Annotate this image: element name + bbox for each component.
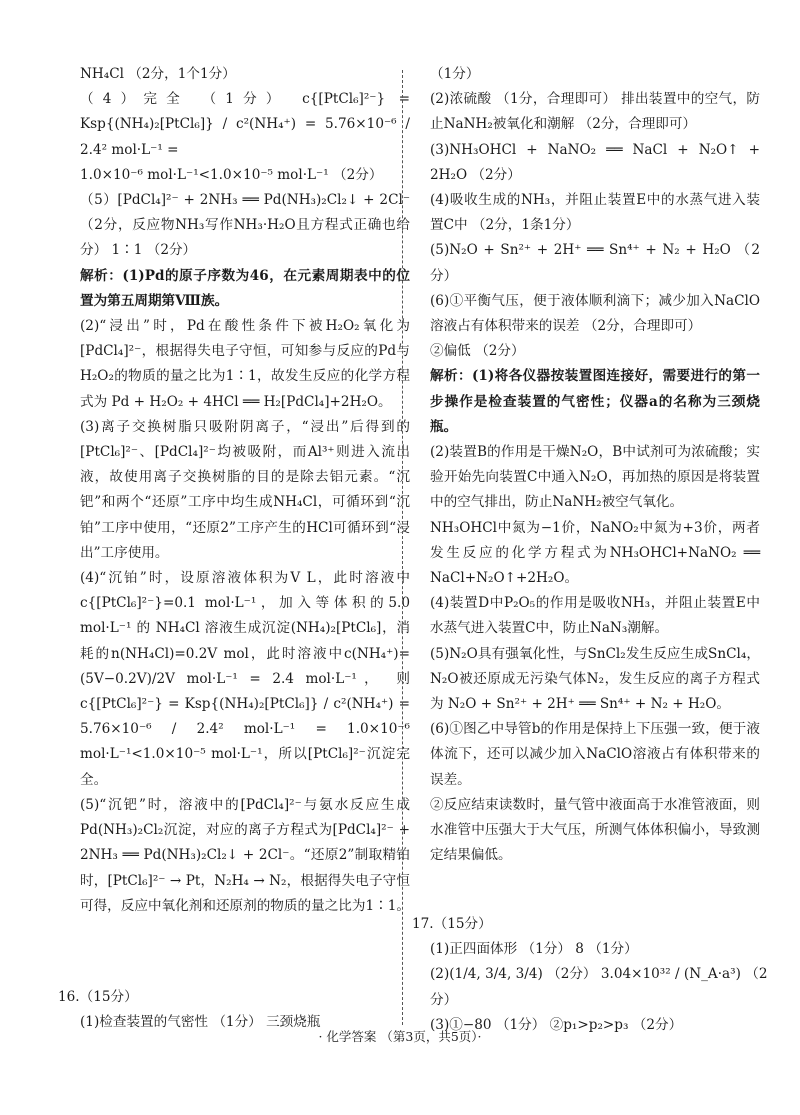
answer-line: (3)①−80 （1分） ②p₁>p₂>p₃ （2分）: [430, 1016, 683, 1033]
paragraph: 解析：(1)将各仪器按装置图连接好，需要进行的第一步操作是检查装置的气密性；仪器a的名称为三颈烧瓶。: [430, 368, 760, 435]
column-divider: [402, 70, 403, 1025]
paragraph: (6)①平衡气压，便于液体顺利滴下；减少加入NaClO溶液占有体积带来的误差 （2分，合理即可）: [430, 292, 760, 335]
paragraph: ②偏低 （2分）: [430, 343, 525, 360]
answer-line: (1)正四面体形 （1分） 8 （1分）: [430, 941, 638, 958]
question-17: [412, 912, 772, 1038]
paragraph: （5）[PdCl₄]²⁻ + 2NH₃ ══ Pd(NH₃)₂Cl₂↓ + 2Cl⁻ （2分，反应物NH₃写作NH₃·H₂O且方程式正确也给分） 1∶1 （2分）: [80, 192, 410, 259]
paragraph: NH₄Cl （2分，1个1分）: [80, 66, 236, 82]
paragraph: NH₃OHCl中氮为−1价，NaNO₂中氮为+3价，两者发生反应的化学方程式为NH₃OHCl+NaNO₂ ══ NaCl+N₂O↑+2H₂O。: [430, 519, 760, 587]
paragraph: 1.0×10⁻⁶ mol·L⁻¹<1.0×10⁻⁵ mol·L⁻¹ （2分）: [80, 166, 383, 183]
question-label: 17.（15分）: [412, 916, 492, 932]
paragraph: (2)浓硫酸 （1分，合理即可） 排出装置中的空气，防止NaNH₂被氧化和潮解 （2分，合理即可）: [430, 91, 760, 133]
page-footer: · 化学答案 （第3页，共5页）·: [318, 1029, 482, 1044]
paragraph: (5)N₂O + Sn²⁺ + 2H⁺ ══ Sn⁴⁺ + N₂ + H₂O （2分）: [430, 242, 760, 284]
paragraph: (2)“浸出”时，Pd在酸性条件下被H₂O₂氧化为[PdCl₄]²⁻，根据得失电子守恒，可知参与反应的Pd与H₂O₂的物质的量之比为1∶1，故发生反应的化学方程式为 Pd + H₂O₂ + 4HCl ══ H₂[PdCl₄]+2H₂O。: [80, 318, 410, 410]
paragraph: (2)装置B的作用是干燥N₂O，B中试剂可为浓硫酸；实验开始先向装置C中通入N₂O，再加热的原因是将装置中的空气排出，防止NaNH₂被空气氧化。: [430, 444, 760, 511]
answer-line: (2)(1/4, 3/4, 3/4) （2分） 3.04×10³² / (N_A·a³) （2分）: [430, 966, 768, 1008]
paragraph: (5)N₂O具有强氧化性，与SnCl₂发生反应生成SnCl₄，N₂O被还原成无污染气体N₂，发生反应的离子方程式为 N₂O + Sn²⁺ + 2H⁺ ══ Sn⁴⁺ + N₂ + H₂O。: [430, 645, 760, 713]
paragraph: (4)“沉铂”时，设原溶液体积为V L，此时溶液中c{[PtCl₆]²⁻}=0.1 mol·L⁻¹，加入等体积的5.0 mol·L⁻¹ 的 NH₄Cl 溶液生成沉淀(NH₄)₂[PtCl₆]，消耗的n(NH₄Cl)=0.2V mol，此时溶液中c(NH₄⁺)= (5V−0.2V)/2V mol·L⁻¹ = 2.4 mol·L⁻¹， 则 c{[PtCl₆]²⁻} = Ksp{(NH₄)₂[PtCl₆]} / c²(NH₄⁺) = 5.76×10⁻⁶ / 2.4² mol·L⁻¹ = 1.0×10⁻⁶ mol·L⁻¹<1.0×10⁻⁵ mol·L⁻¹，所以[PtCl₆]²⁻沉淀完全。: [80, 570, 410, 788]
paragraph: （4）完全 （1分） c{[PtCl₆]²⁻} = Ksp{(NH₄)₂[PtCl₆]} / c²(NH₄⁺) = 5.76×10⁻⁶ / 2.4² mol·L⁻¹ =: [80, 91, 410, 158]
paragraph: (6)①图乙中导管b的作用是保持上下压强一致，便于液体流下，还可以减少加入NaClO溶液占有体积带来的误差。: [430, 721, 760, 788]
paragraph: 解析：(1)Pd的原子序数为46，在元素周期表中的位置为第五周期第Ⅷ族。: [80, 267, 410, 309]
right-column: [430, 62, 760, 869]
paragraph: (3)NH₃OHCl + NaNO₂ ══ NaCl + N₂O↑ + 2H₂O （2分）: [430, 141, 760, 183]
left-column: [80, 62, 410, 919]
question-line: (1)检查装置的气密性 （1分） 三颈烧瓶: [80, 1014, 321, 1031]
paragraph: （1分）: [430, 66, 480, 82]
paragraph: (3)离子交换树脂只吸附阴离子，“浸出”后得到的[PtCl₆]²⁻、[PdCl₄]²⁻均被吸附，而Al³⁺则进入流出液，故使用离子交换树脂的目的是除去铝元素。“沉钯”和两个“还原”工序中均生成NH₄Cl，可循环到“沉铂”工序中使用，“还原2”工序产生的HCl可循环到“浸出”工序使用。: [80, 418, 410, 561]
paragraph: ②反应结束读数时，量气管中液面高于水准管液面，则水准管中压强大于大气压，所测气体体积偏小，导致测定结果偏低。: [430, 796, 760, 864]
paragraph: (5)“沉钯”时，溶液中的[PdCl₄]²⁻与氨水反应生成Pd(NH₃)₂Cl₂沉淀，对应的离子方程式为[PdCl₄]²⁻ + 2NH₃ ══ Pd(NH₃)₂Cl₂↓ + 2Cl⁻。“还原2”制取精铂时，[PtCl₆]²⁻ → Pt，N₂H₄ → N₂，根据得失电子守恒可得，反应中氧化剂和还原剂的物质的量之比为1∶1。: [80, 796, 410, 914]
question-label: 16.（15分）: [58, 989, 138, 1005]
paragraph: (4)吸收生成的NH₃，并阻止装置E中的水蒸气进入装置C中 （2分，1条1分）: [430, 192, 760, 234]
paragraph: (4)装置D中P₂O₅的作用是吸收NH₃，并阻止装置E中水蒸气进入装置C中，防止NaN₃潮解。: [430, 595, 760, 637]
